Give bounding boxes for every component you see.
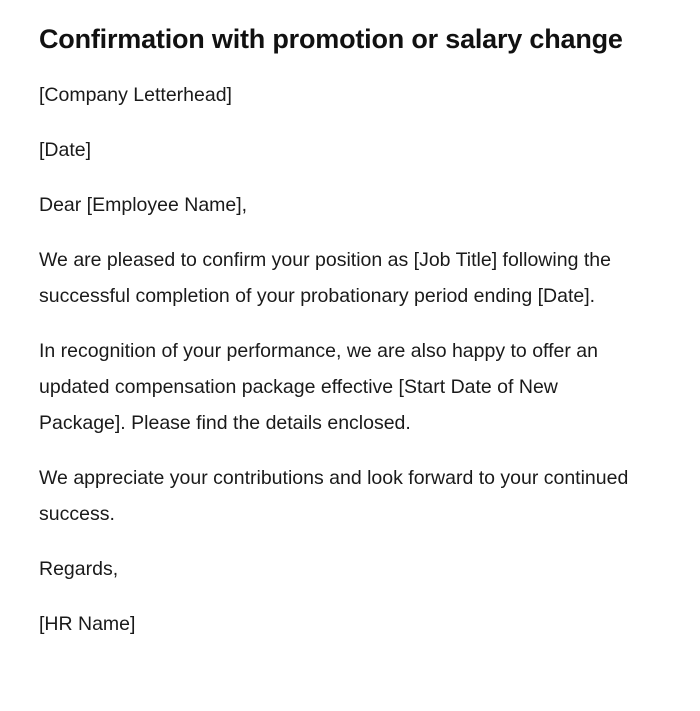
page-title: Confirmation with promotion or salary change (39, 24, 623, 54)
paragraph-position-confirmation: We are pleased to confirm your position as [Job Title] following the successful completion of your probationary period ending [Date]. (39, 249, 611, 307)
paragraph-company-letterhead: [Company Letterhead] (39, 84, 232, 106)
paragraph-appreciation: We appreciate your contributions and look forward to your continued success. (39, 467, 629, 525)
paragraph-salutation: Dear [Employee Name], (39, 194, 248, 216)
letter-body (39, 77, 660, 642)
paragraph-hr-name: [HR Name] (39, 613, 136, 635)
paragraph-signoff: Regards, (39, 558, 119, 580)
paragraph-date: [Date] (39, 139, 92, 161)
paragraph-compensation-package: In recognition of your performance, we are also happy to offer an updated compensation package effective [Start Date of New Package]. Please find the details enclosed. (39, 340, 598, 434)
